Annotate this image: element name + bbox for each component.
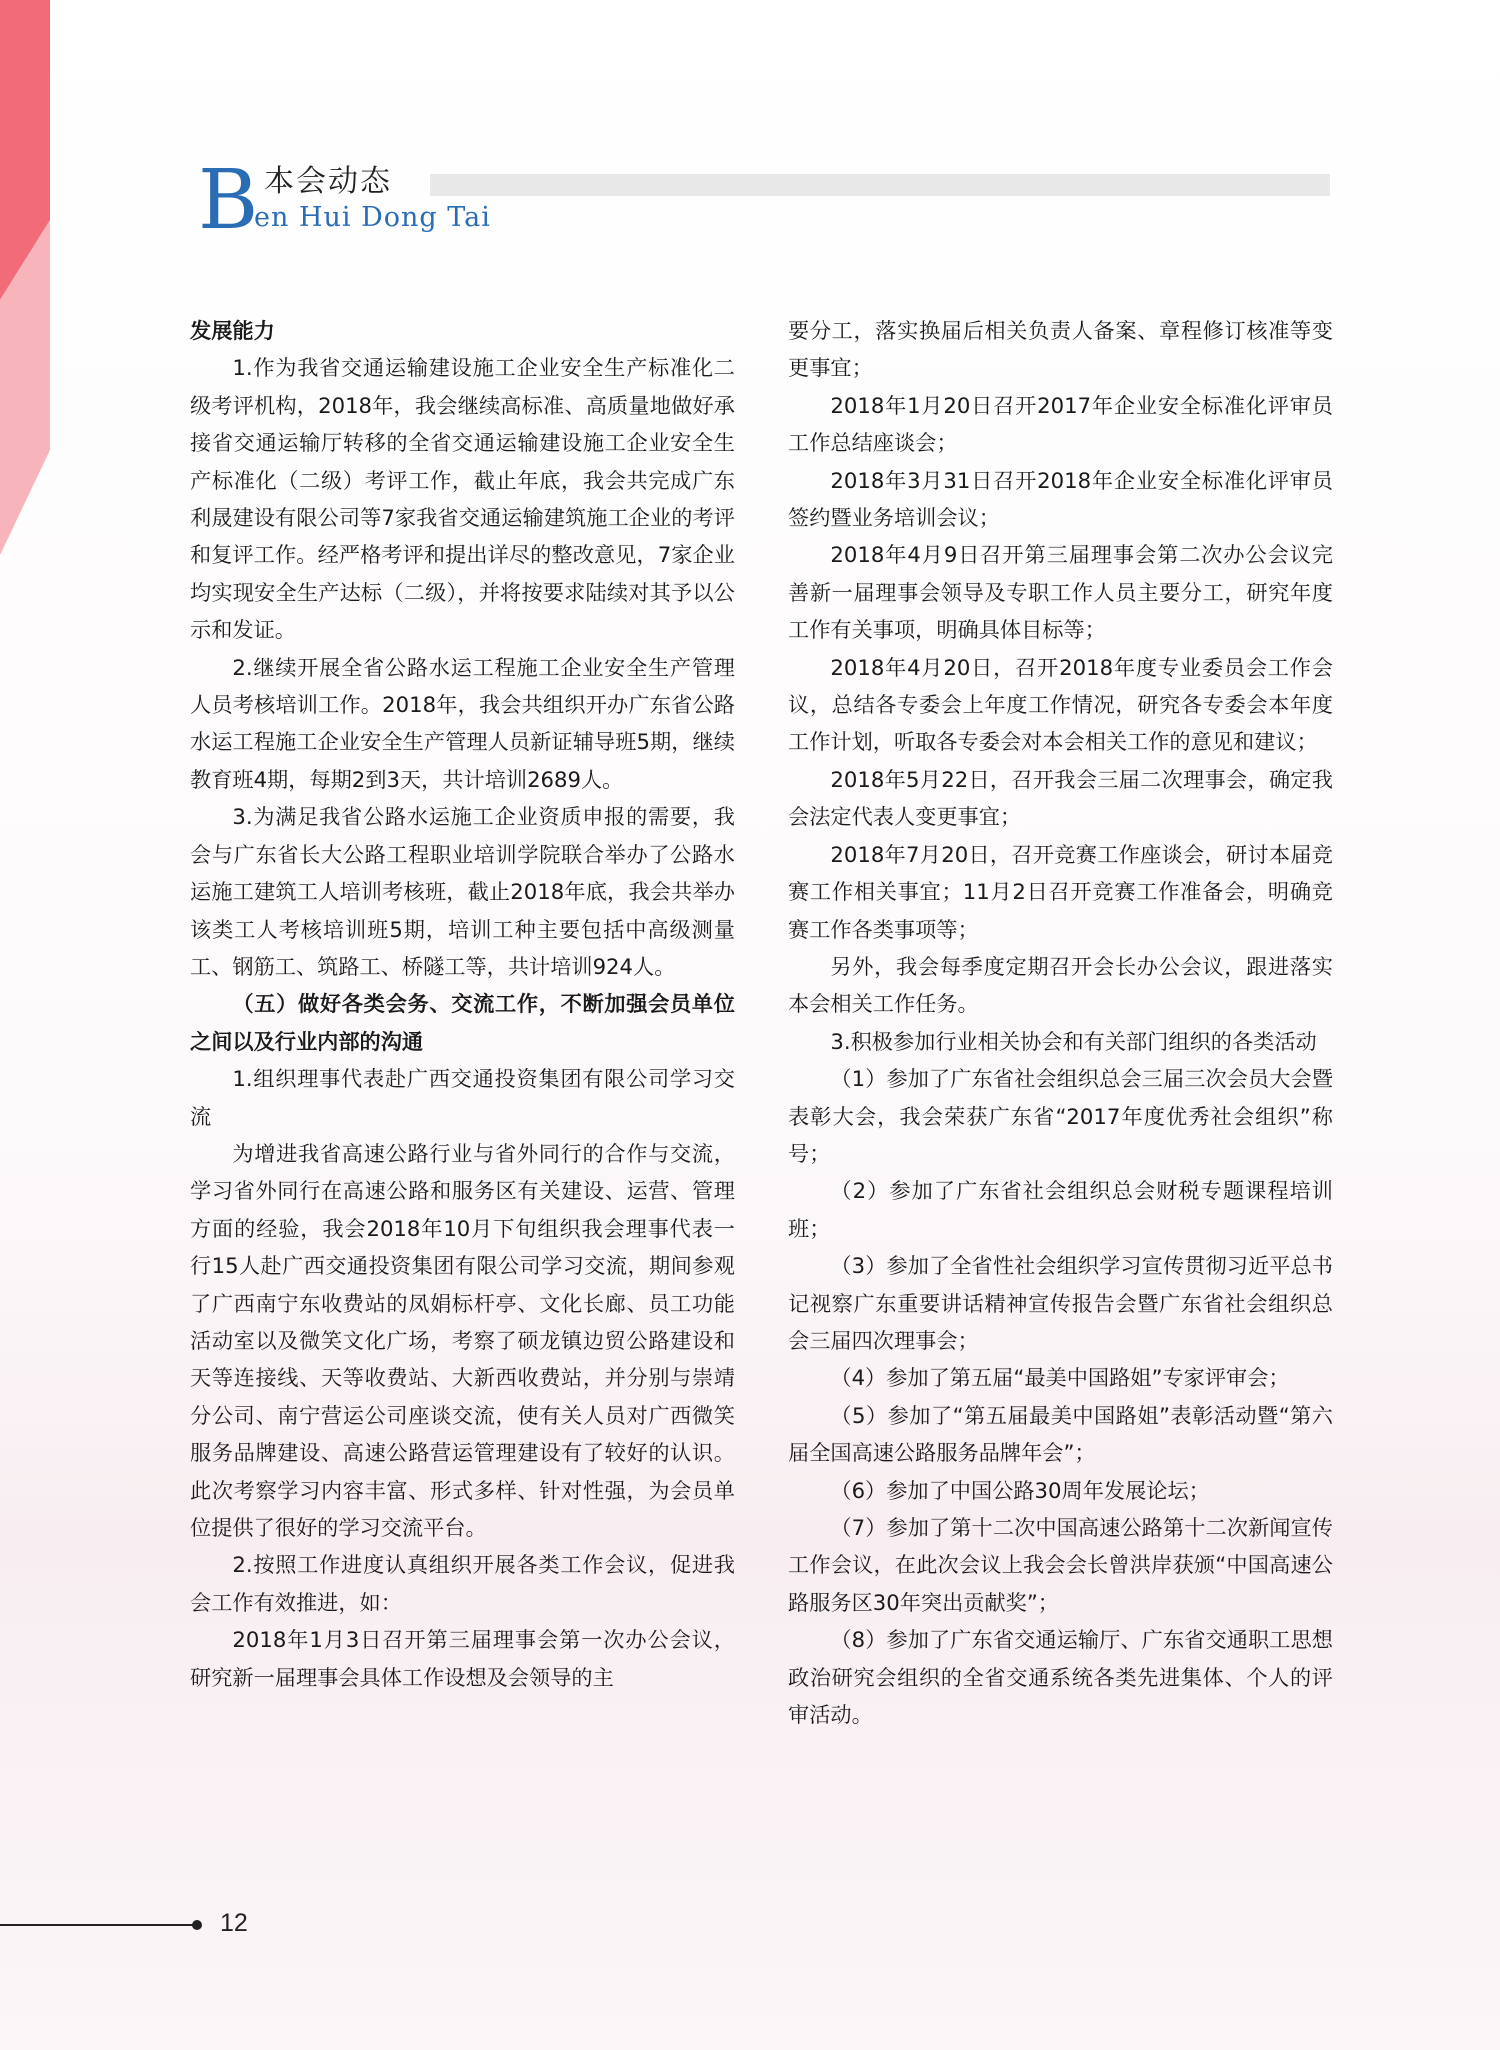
page-number: 12 xyxy=(220,1909,248,1937)
body-paragraph: 2.继续开展全省公路水运工程施工企业安全生产管理人员考核培训工作。2018年，我会共组织开办广东省公路水运工程施工企业安全生产管理人员新证辅导班5期，继续教育班4期，每期2到3天，共计培训2689人。 xyxy=(190,654,735,792)
section-header xyxy=(198,153,1328,248)
body-paragraph: 3.为满足我省公路水运施工企业资质申报的需要，我会与广东省长大公路工程职业培训学院联合举办了公路水运施工建筑工人培训考核班，截止2018年底，我会共举办该类工人考核培训班5期，培训工种主要包括中高级测量工、钢筋工、筑路工、桥隧工等，共计培训924人。 xyxy=(190,804,735,979)
body-paragraph: 2018年1月20日召开2017年企业安全标准化评审员工作总结座谈会； xyxy=(788,392,1333,456)
body-paragraph: 要分工，落实换届后相关负责人备案、章程修订核准等变更事宜； xyxy=(788,318,1333,381)
body-paragraph: 另外，我会每季度定期召开会长办公会议，跟进落实本会相关工作任务。 xyxy=(788,953,1333,1017)
body-paragraph: 2018年7月20日，召开竞赛工作座谈会，研讨本届竞赛工作相关事宜；11月2日召开竞赛工作准备会，明确竞赛工作各类事项等； xyxy=(788,841,1333,942)
section-heading: 发展能力 xyxy=(190,318,275,343)
body-paragraph: 2018年4月20日，召开2018年度专业委员会工作会议，总结各专委会上年度工作情况，研究各专委会本年度工作计划，听取各专委会对本会相关工作的意见和建议； xyxy=(788,654,1333,755)
footer-dot xyxy=(192,1920,202,1930)
body-paragraph: （5）参加了“第五届最美中国路姐”表彰活动暨“第六届全国高速公路服务品牌年会”； xyxy=(788,1402,1333,1466)
body-paragraph: 2018年1月3日召开第三届理事会第一次办公会议，研究新一届理事会具体工作设想及会领导的主 xyxy=(190,1627,735,1690)
section-title-pinyin: en Hui Dong Tai xyxy=(254,202,491,233)
body-paragraph: 2.按照工作进度认真组织开展各类工作会议，促进我会工作有效推进，如： xyxy=(190,1552,735,1615)
body-paragraph: 3.积极参加行业相关协会和有关部门组织的各类活动 xyxy=(830,1028,1317,1054)
body-paragraph: （4）参加了第五届“最美中国路姐”专家评审会； xyxy=(830,1365,1290,1391)
body-paragraph: 2018年3月31日召开2018年企业安全标准化评审员签约暨业务培训会议； xyxy=(788,467,1333,531)
header-gray-bar xyxy=(430,174,1330,196)
footer-rule xyxy=(0,1924,196,1926)
body-paragraph: 1.作为我省交通运输建设施工企业安全生产标准化二级考评机构，2018年，我会继续高标准、高质量地做好承接省交通运输厅转移的全省交通运输建设施工企业安全生产标准化（二级）考评工作，截止年底，我会共完成广东利晟建设有限公司等7家我省交通运输建筑施工企业的考评和复评工作。经严格考评和提出详尽的整改意见，7家企业均实现安全生产达标（二级），并将按要求陆续对其予以公示和发证。 xyxy=(190,355,735,643)
section-title-chinese: 本会动态 xyxy=(264,164,392,199)
body-paragraph: 为增进我省高速公路行业与省外同行的合作与交流，学习省外同行在高速公路和服务区有关建设、运营、管理方面的经验，我会2018年10月下旬组织我会理事代表一行15人赴广西交通投资集团有限公司学习交流，期间参观了广西南宁东收费站的凤娟标杆亭、文化长廊、员工功能活动室以及微笑文化广场，考察了硕龙镇边贸公路建设和天等连接线、天等收费站、大新西收费站，并分别与崇靖分公司、南宁营运公司座谈交流，使有关人员对广西微笑服务品牌建设、高速公路营运管理建设有了较好的认识。此次考察学习内容丰富、形式多样、针对性强，为会员单位提供了很好的学习交流平台。 xyxy=(190,1140,735,1540)
body-paragraph: （7）参加了第十二次中国高速公路第十二次新闻宣传工作会议，在此次会议上我会会长曾洪岸获颁“中国高速公路服务区30年突出贡献奖”； xyxy=(788,1515,1333,1615)
body-paragraph: 2018年4月9日召开第三届理事会第二次办公会议完善新一届理事会领导及专职工作人员主要分工，研究年度工作有关事项，明确具体目标等； xyxy=(788,542,1333,643)
body-paragraph: （3）参加了全省性社会组织学习宣传贯彻习近平总书记视察广东重要讲话精神宣传报告会暨广东省社会组织总会三届四次理事会； xyxy=(788,1253,1333,1353)
body-paragraph: （1）参加了广东省社会组织总会三届三次会员大会暨表彰大会，我会荣获广东省“2017年度优秀社会组织”称号； xyxy=(788,1066,1333,1166)
right-column xyxy=(788,312,1333,1733)
body-paragraph: 1.组织理事代表赴广西交通投资集团有限公司学习交流 xyxy=(190,1066,735,1129)
body-paragraph: （2）参加了广东省社会组织总会财税专题课程培训班； xyxy=(788,1178,1333,1241)
corner-ribbon-decoration xyxy=(0,0,60,560)
header-initial-letter: B xyxy=(198,153,259,248)
left-column xyxy=(190,312,735,1696)
body-paragraph: 2018年5月22日，召开我会三届二次理事会，确定我会法定代表人变更事宜； xyxy=(788,766,1333,830)
body-paragraph: （8）参加了广东省交通运输厅、广东省交通职工思想政治研究会组织的全省交通系统各类先进集体、个人的评审活动。 xyxy=(788,1627,1333,1728)
section-heading: （五）做好各类会务、交流工作，不断加强会员单位之间以及行业内部的沟通 xyxy=(190,991,735,1054)
body-paragraph: （6）参加了中国公路30周年发展论坛； xyxy=(830,1477,1210,1503)
